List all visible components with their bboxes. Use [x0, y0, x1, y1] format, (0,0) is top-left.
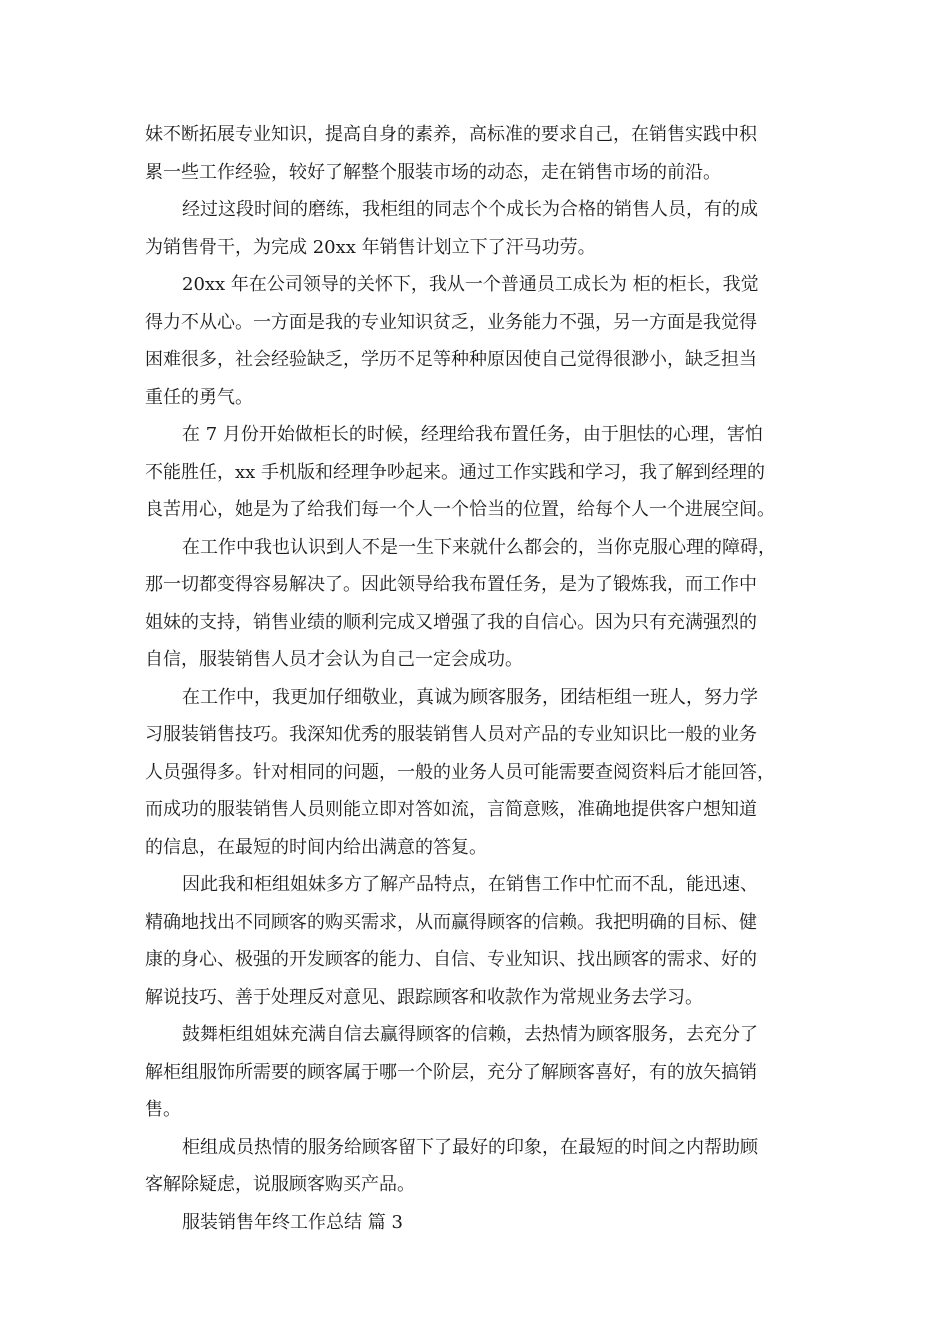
paragraph: [145, 416, 805, 529]
paragraph: [145, 1016, 805, 1129]
paragraph: [145, 116, 805, 191]
text-line: 人员强得多。针对相同的问题，一般的业务人员可能需要查阅资料后才能回答，: [145, 761, 775, 783]
text-line: 重任的勇气。: [145, 386, 253, 408]
text-line: 得力不从心。一方面是我的专业知识贫乏，业务能力不强，另一方面是我觉得: [145, 311, 757, 333]
text-line: 康的身心、极强的开发顾客的能力、自信、专业知识、找出顾客的需求、好的: [145, 949, 757, 970]
paragraph: [145, 1129, 805, 1204]
text-line: 精确地找出不同顾客的购买需求，从而赢得顾客的信赖。我把明确的目标、健: [145, 911, 757, 933]
text-line: 累一些工作经验，较好了解整个服装市场的动态，走在销售市场的前沿。: [145, 161, 721, 183]
text-line: 那一切都变得容易解决了。因此领导给我布置任务，是为了锻炼我，而工作中: [145, 574, 757, 595]
paragraph: [145, 679, 805, 867]
paragraph: [145, 866, 805, 1016]
text-line: 在 7 月份开始做柜长的时候，经理给我布置任务，由于胆怯的心理，害怕: [182, 424, 763, 445]
text-line: 在工作中我也认识到人不是一生下来就什么都会的，当你克服心理的障碍，: [182, 536, 776, 558]
paragraph: [145, 191, 805, 266]
paragraph: [145, 266, 805, 416]
heading-line: 服装销售年终工作总结 篇 3: [182, 1211, 403, 1233]
text-line: 为销售骨干，为完成 20xx 年销售计划立下了汗马功劳。: [145, 236, 596, 258]
text-line: 柜组成员热情的服务给顾客留下了最好的印象，在最短的时间之内帮助顾: [182, 1136, 758, 1158]
text-line: 困难很多，社会经验缺乏，学历不足等种种原因使自己觉得很渺小，缺乏担当: [145, 349, 757, 370]
text-line: 在工作中，我更加仔细敬业，真诚为顾客服务，团结柜组一班人，努力学: [182, 686, 758, 708]
section-heading: [145, 1204, 805, 1242]
text-line: 良苦用心，她是为了给我们每一个人一个恰当的位置，给每个人一个进展空间。: [145, 499, 775, 520]
text-line: 客解除疑虑，说服顾客购买产品。: [145, 1174, 415, 1195]
paragraph: [145, 529, 805, 679]
text-line: 20xx 年在公司领导的关怀下，我从一个普通员工成长为 柜的柜长，我觉: [182, 274, 759, 295]
text-line: 姐妹的支持，销售业绩的顺利完成又增强了我的自信心。因为只有充满强烈的: [145, 611, 757, 633]
text-line: 不能胜任，xx 手机版和经理争吵起来。通过工作实践和学习，我了解到经理的: [145, 461, 766, 483]
text-line: 解柜组服饰所需要的顾客属于哪一个阶层，充分了解顾客喜好，有的放矢搞销: [145, 1061, 757, 1083]
text-line: 习服装销售技巧。我深知优秀的服装销售人员对产品的专业知识比一般的业务: [145, 724, 757, 745]
document-body: [145, 116, 805, 1241]
text-line: 解说技巧、善于处理反对意见、跟踪顾客和收款作为常规业务去学习。: [145, 986, 703, 1008]
text-line: 经过这段时间的磨练，我柜组的同志个个成长为合格的销售人员，有的成: [182, 199, 758, 220]
text-line: 鼓舞柜组姐妹充满自信去赢得顾客的信赖，去热情为顾客服务，去充分了: [182, 1024, 758, 1045]
text-line: 妹不断拓展专业知识，提高自身的素养，高标准的要求自己，在销售实践中积: [145, 124, 757, 145]
text-line: 而成功的服装销售人员则能立即对答如流，言简意赅，准确地提供客户想知道: [145, 799, 757, 820]
text-line: 售。: [145, 1099, 181, 1120]
text-line: 自信，服装销售人员才会认为自己一定会成功。: [145, 649, 523, 670]
text-line: 的信息，在最短的时间内给出满意的答复。: [145, 836, 487, 858]
text-line: 因此我和柜组姐妹多方了解产品特点，在销售工作中忙而不乱，能迅速、: [182, 874, 758, 895]
